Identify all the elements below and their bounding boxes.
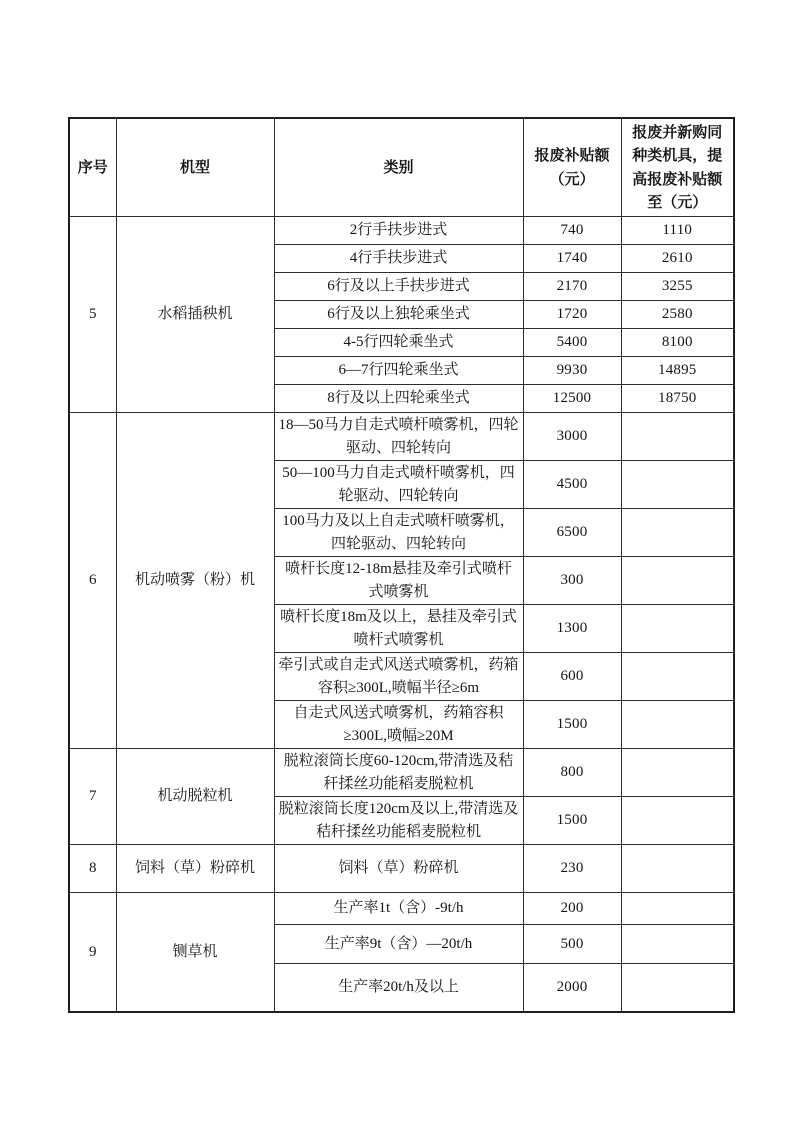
subsidy-cell: 6500 [523, 509, 621, 557]
machine-cell: 饲料（草）粉碎机 [116, 845, 274, 893]
serial-cell: 7 [69, 749, 116, 845]
upgraded-subsidy-cell: 14895 [621, 357, 734, 385]
category-cell: 喷杆长度12-18m悬挂及牵引式喷杆式喷雾机 [274, 557, 523, 605]
subsidy-cell: 740 [523, 217, 621, 245]
upgraded-subsidy-cell [621, 653, 734, 701]
subsidy-cell: 4500 [523, 461, 621, 509]
subsidy-cell: 12500 [523, 385, 621, 413]
subsidy-cell: 1740 [523, 245, 621, 273]
category-cell: 2行手扶步进式 [274, 217, 523, 245]
upgraded-subsidy-cell: 8100 [621, 329, 734, 357]
header-subsidy-line2: （元） [549, 170, 595, 188]
upgraded-subsidy-cell [621, 701, 734, 749]
machine-cell: 机动脱粒机 [116, 749, 274, 845]
header-subsidy-line1: 报废补贴额 [534, 147, 610, 165]
category-cell: 生产率1t（含）-9t/h [274, 893, 523, 925]
machine-cell: 铡草机 [116, 893, 274, 1012]
subsidy-table [68, 117, 735, 1013]
subsidy-cell: 1500 [523, 797, 621, 845]
machine-cell: 水稻插秧机 [116, 217, 274, 413]
subsidy-cell: 9930 [523, 357, 621, 385]
category-cell: 脱粒滚筒长度60-120cm,带清选及秸秆揉丝功能稻麦脱粒机 [274, 749, 523, 797]
upgraded-subsidy-cell [621, 893, 734, 925]
upgraded-subsidy-cell: 18750 [621, 385, 734, 413]
table-row [69, 217, 734, 245]
subsidy-cell: 5400 [523, 329, 621, 357]
subsidy-cell: 230 [523, 845, 621, 893]
header-machine: 机型 [116, 118, 274, 217]
upgraded-subsidy-cell [621, 797, 734, 845]
upgraded-subsidy-cell: 2610 [621, 245, 734, 273]
category-cell: 8行及以上四轮乘坐式 [274, 385, 523, 413]
category-cell: 6行及以上手扶步进式 [274, 273, 523, 301]
upgraded-subsidy-cell [621, 964, 734, 1012]
upgraded-subsidy-cell [621, 413, 734, 461]
subsidy-cell: 200 [523, 893, 621, 925]
serial-cell: 8 [69, 845, 116, 893]
category-cell: 50—100马力自走式喷杆喷雾机，四轮驱动、四轮转向 [274, 461, 523, 509]
upgraded-subsidy-cell: 2580 [621, 301, 734, 329]
category-cell: 4行手扶步进式 [274, 245, 523, 273]
serial-cell: 9 [69, 893, 116, 1012]
header-row [69, 118, 734, 217]
category-cell: 6—7行四轮乘坐式 [274, 357, 523, 385]
header-upgraded: 报废并新购同种类机具，提高报废补贴额至（元） [621, 118, 734, 217]
serial-cell: 5 [69, 217, 116, 413]
machine-cell: 机动喷雾（粉）机 [116, 413, 274, 749]
subsidy-cell: 800 [523, 749, 621, 797]
upgraded-subsidy-cell [621, 605, 734, 653]
serial-cell: 6 [69, 413, 116, 749]
category-cell: 100马力及以上自走式喷杆喷雾机，四轮驱动、四轮转向 [274, 509, 523, 557]
category-cell: 18—50马力自走式喷杆喷雾机，四轮驱动、四轮转向 [274, 413, 523, 461]
category-cell: 脱粒滚筒长度120cm及以上,带清选及秸秆揉丝功能稻麦脱粒机 [274, 797, 523, 845]
subsidy-cell: 500 [523, 925, 621, 964]
table-row [69, 893, 734, 925]
upgraded-subsidy-cell [621, 925, 734, 964]
upgraded-subsidy-cell [621, 509, 734, 557]
upgraded-subsidy-cell [621, 557, 734, 605]
header-category: 类别 [274, 118, 523, 217]
category-cell: 喷杆长度18m及以上，悬挂及牵引式喷杆式喷雾机 [274, 605, 523, 653]
category-cell: 生产率9t（含）—20t/h [274, 925, 523, 964]
subsidy-cell: 1300 [523, 605, 621, 653]
subsidy-cell: 1500 [523, 701, 621, 749]
subsidy-cell: 600 [523, 653, 621, 701]
subsidy-cell: 3000 [523, 413, 621, 461]
category-cell: 生产率20t/h及以上 [274, 964, 523, 1012]
category-cell: 6行及以上独轮乘坐式 [274, 301, 523, 329]
subsidy-cell: 2170 [523, 273, 621, 301]
category-cell: 自走式风送式喷雾机，药箱容积≥300L,喷幅≥20M [274, 701, 523, 749]
upgraded-subsidy-cell: 3255 [621, 273, 734, 301]
upgraded-subsidy-cell [621, 845, 734, 893]
upgraded-subsidy-cell [621, 749, 734, 797]
category-cell: 4-5行四轮乘坐式 [274, 329, 523, 357]
table-row [69, 845, 734, 893]
category-cell: 饲料（草）粉碎机 [274, 845, 523, 893]
subsidy-cell: 2000 [523, 964, 621, 1012]
table-row [69, 413, 734, 461]
upgraded-subsidy-cell [621, 461, 734, 509]
header-subsidy [523, 118, 621, 217]
subsidy-cell: 300 [523, 557, 621, 605]
upgraded-subsidy-cell: 1110 [621, 217, 734, 245]
table-row [69, 749, 734, 797]
category-cell: 牵引式或自走式风送式喷雾机，药箱容积≥300L,喷幅半径≥6m [274, 653, 523, 701]
header-serial: 序号 [69, 118, 116, 217]
subsidy-cell: 1720 [523, 301, 621, 329]
